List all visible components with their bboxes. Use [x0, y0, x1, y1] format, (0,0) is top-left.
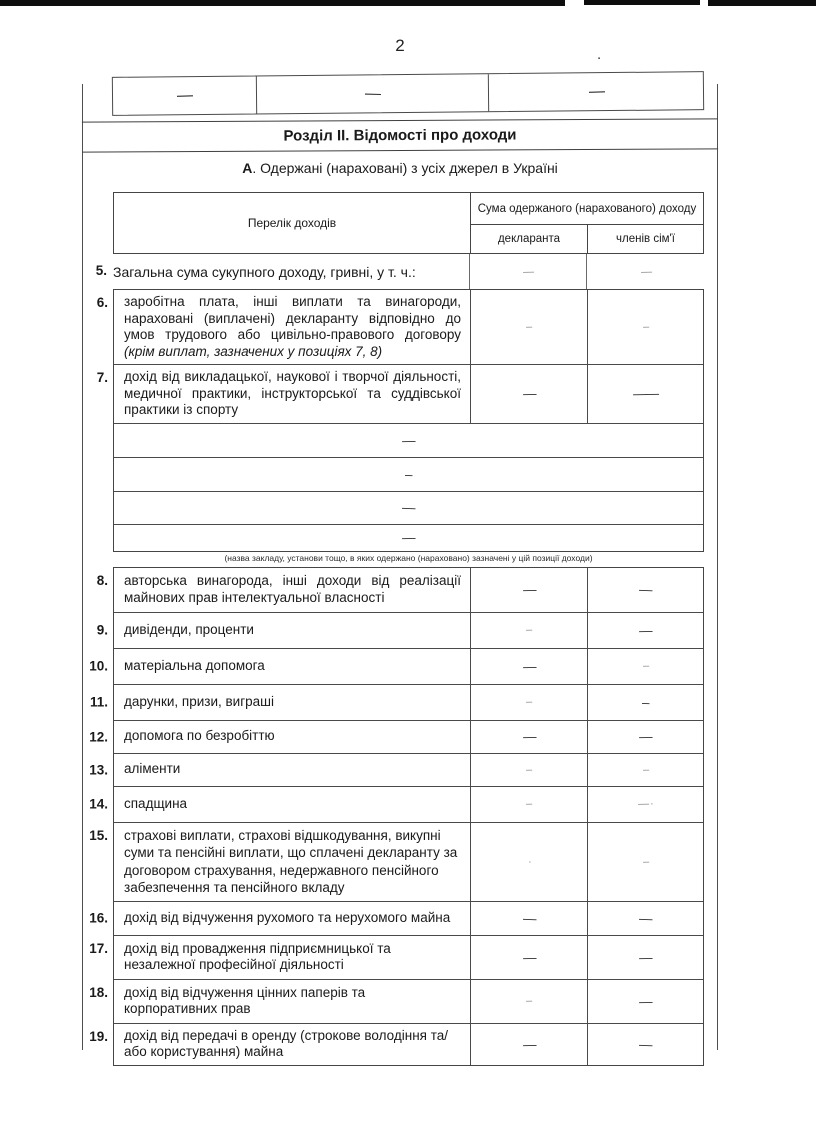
table-note: (назва закладу, установи тощо, в яких одержано (нараховано) зазначені у цій позиції доходи) — [224, 552, 593, 563]
family-value — [587, 980, 703, 1023]
dash-mark: — — [364, 84, 381, 103]
dash-mark: — — [522, 658, 536, 674]
scan-artifact-bar — [584, 0, 700, 5]
family-value — [587, 613, 703, 648]
table-row — [96, 568, 703, 612]
dash-mark: · — [527, 855, 531, 868]
row-label-text: дарунки, призи, виграші — [124, 693, 274, 709]
row-label-text: дохід від передачі в оренду (строкове володіння та/або користування) майна — [124, 1027, 448, 1059]
row-label-italic: (крім виплат, зазначених у позиціях 7, 8) — [124, 343, 383, 359]
section-header: Розділ ІІ. Відомості про доходи — [82, 118, 718, 152]
family-value — [586, 254, 704, 289]
row-number: 12. — [89, 729, 108, 744]
header-cell-declarant: декларанта — [471, 225, 588, 253]
declarant-value — [470, 823, 587, 901]
dash-mark: — — [639, 728, 652, 745]
declarant-value — [470, 902, 587, 935]
dash-mark: — — [522, 265, 534, 278]
table-row — [89, 822, 703, 901]
dash-mark: – — [404, 466, 413, 482]
family-value — [587, 365, 703, 423]
row-number: 13. — [89, 762, 108, 777]
row-label — [114, 365, 470, 423]
declarant-value — [470, 613, 587, 648]
scan-stray-dot: . — [597, 46, 602, 63]
declarant-value — [470, 685, 587, 720]
row-label: Загальна сума сукупного доходу, гривні, у т. ч.: — [113, 263, 416, 280]
row-number: 17. — [89, 940, 108, 956]
family-value — [587, 290, 703, 364]
dash-mark: — · — [638, 797, 653, 811]
row-number: 7. — [96, 370, 108, 385]
scan-artifact-bar — [708, 0, 816, 6]
row-label — [114, 1024, 470, 1065]
table-row — [89, 979, 703, 1023]
subsection-header — [83, 160, 717, 176]
family-value — [587, 568, 703, 612]
row-label — [114, 721, 470, 753]
dash-mark: – — [526, 695, 532, 709]
header-cell-sum: Сума одержаного (нарахованого) доходу — [471, 193, 703, 225]
dash-mark: – — [642, 763, 649, 776]
dash-mark: — — [639, 993, 652, 1009]
row-label-text: заробітна плата, інші виплати та винагороди, нараховані (виплачені) декларанту відповідно до умов трудового або цивільно-правового договору — [124, 294, 461, 342]
declarant-value — [470, 365, 587, 423]
dash-mark: – — [642, 659, 649, 673]
dash-mark: — — [401, 499, 416, 516]
family-value — [587, 787, 703, 822]
dash-mark: — — [588, 82, 604, 100]
dash-mark: – — [642, 855, 649, 868]
family-value — [587, 721, 703, 753]
row-label-text: дивіденди, проценти — [124, 621, 254, 637]
row-number: 18. — [89, 984, 108, 1000]
header-cell-income-list: Перелік доходів — [247, 216, 337, 230]
declarant-value — [470, 754, 587, 786]
declarant-value — [470, 721, 587, 753]
table-row — [89, 786, 703, 822]
family-value — [587, 685, 703, 720]
filler-row — [114, 423, 703, 457]
subsection-letter: А — [242, 160, 253, 176]
filler-row — [114, 524, 703, 551]
dash-mark: – — [526, 763, 532, 776]
income-table-header — [113, 192, 704, 254]
dash-mark: — — [402, 432, 415, 448]
row-number: 10. — [89, 658, 108, 674]
row-label — [114, 936, 470, 979]
family-value — [587, 649, 703, 684]
row-label — [114, 290, 470, 364]
row-label — [114, 902, 470, 935]
table-row — [96, 364, 703, 423]
table-row — [89, 684, 703, 720]
row-number: 9. — [96, 622, 108, 638]
row-label-text: аліменти — [124, 761, 181, 777]
dash-mark: – — [641, 694, 650, 710]
dash-mark: — — [522, 581, 536, 598]
row-label-text: спадщина — [124, 795, 188, 811]
dash-mark: — — [522, 949, 536, 965]
declarant-value — [470, 1024, 587, 1065]
table-block-2 — [89, 567, 704, 1066]
dash-mark: —— — [632, 385, 659, 402]
row-label — [114, 787, 470, 822]
family-value — [587, 936, 703, 979]
dash-mark: — — [639, 949, 652, 965]
family-value — [587, 754, 703, 786]
row-label — [114, 754, 470, 786]
dash-mark: — — [176, 86, 193, 104]
table-row — [89, 901, 703, 935]
declarant-value — [470, 980, 587, 1023]
declarant-value — [470, 936, 587, 979]
row-label — [114, 568, 470, 612]
dash-mark: — — [522, 386, 536, 402]
income-table — [89, 192, 704, 1066]
row-label-text: дохід від викладацької, наукової і творчої діяльності, медичної практики, інструкторської та суддівської практики із спорту — [124, 369, 461, 417]
row-number: 19. — [89, 1028, 108, 1044]
declarant-value — [470, 787, 587, 822]
declarant-value — [470, 649, 587, 684]
dash-mark: — — [522, 910, 536, 926]
header-cell-family: членів сім'ї — [616, 233, 675, 245]
dash-mark: – — [526, 797, 532, 811]
filler-row — [114, 457, 703, 491]
row-number: 16. — [89, 910, 108, 926]
scan-artifact-bar — [0, 0, 565, 6]
table-row — [96, 290, 703, 364]
row-number: 14. — [89, 796, 108, 812]
declarant-value — [469, 254, 586, 289]
dash-mark: — — [640, 265, 651, 278]
dash-mark: – — [526, 994, 532, 1008]
header-cell-sum-group — [470, 193, 703, 253]
row-label-text: авторська винагорода, інші доходи від реалізації майнових прав інтелектуальної власності — [124, 573, 461, 605]
row-label-text: допомога по безробіттю — [124, 728, 275, 744]
dash-mark: — — [638, 581, 653, 598]
row-number: 6. — [96, 295, 108, 310]
dash-mark: — — [402, 529, 415, 546]
table-row — [89, 648, 703, 684]
row-label — [114, 980, 470, 1023]
page-number: 2 — [395, 36, 405, 55]
row-number: 15. — [89, 827, 108, 843]
row-label — [114, 823, 470, 901]
dash-mark: — — [638, 910, 653, 926]
row-number: 11. — [89, 694, 108, 710]
family-value — [587, 902, 703, 935]
content-frame — [82, 84, 718, 1059]
table-row — [89, 720, 703, 753]
dash-mark: — — [522, 1036, 536, 1052]
dash-mark: – — [526, 320, 532, 334]
table-row — [96, 612, 703, 648]
declarant-value — [470, 568, 587, 612]
row-label — [114, 685, 470, 720]
table-block-1 — [96, 289, 704, 552]
row-label — [114, 613, 470, 648]
dash-mark: — — [522, 728, 536, 745]
row-number: 8. — [96, 572, 108, 588]
dash-mark: — — [639, 622, 652, 638]
family-value — [587, 823, 703, 901]
row-label — [114, 649, 470, 684]
dash-mark: – — [642, 320, 649, 334]
row-label-text: дохід від відчуження цінних паперів та корпоративних прав — [124, 984, 366, 1016]
declarant-value — [470, 290, 587, 364]
dash-mark: — — [638, 1036, 653, 1052]
table-row — [89, 753, 703, 786]
row-label-text: страхові виплати, страхові відшкодування, викупні суми та пенсійні виплати, що сплачені декларанту за договором страхування, недержавного пенсійного забезпечення та пенсійного вкладу — [124, 827, 458, 895]
row-number: 5. — [95, 263, 107, 278]
filler-row — [114, 491, 703, 524]
header-subcolumns — [471, 225, 703, 253]
table-row — [95, 254, 704, 289]
table-row — [89, 935, 703, 979]
subsection-text: . Одержані (нараховані) з усіх джерел в Україні — [252, 160, 558, 176]
row-label-text: дохід від відчуження рухомого та нерухомого майна — [124, 909, 451, 925]
row-label-text: матеріальна допомога — [124, 657, 265, 673]
row-label-text: дохід від провадження підприємницької та незалежної професійної діяльності — [124, 940, 391, 972]
table-row — [89, 1023, 703, 1065]
family-value — [587, 1024, 703, 1065]
dash-mark: – — [526, 623, 532, 637]
